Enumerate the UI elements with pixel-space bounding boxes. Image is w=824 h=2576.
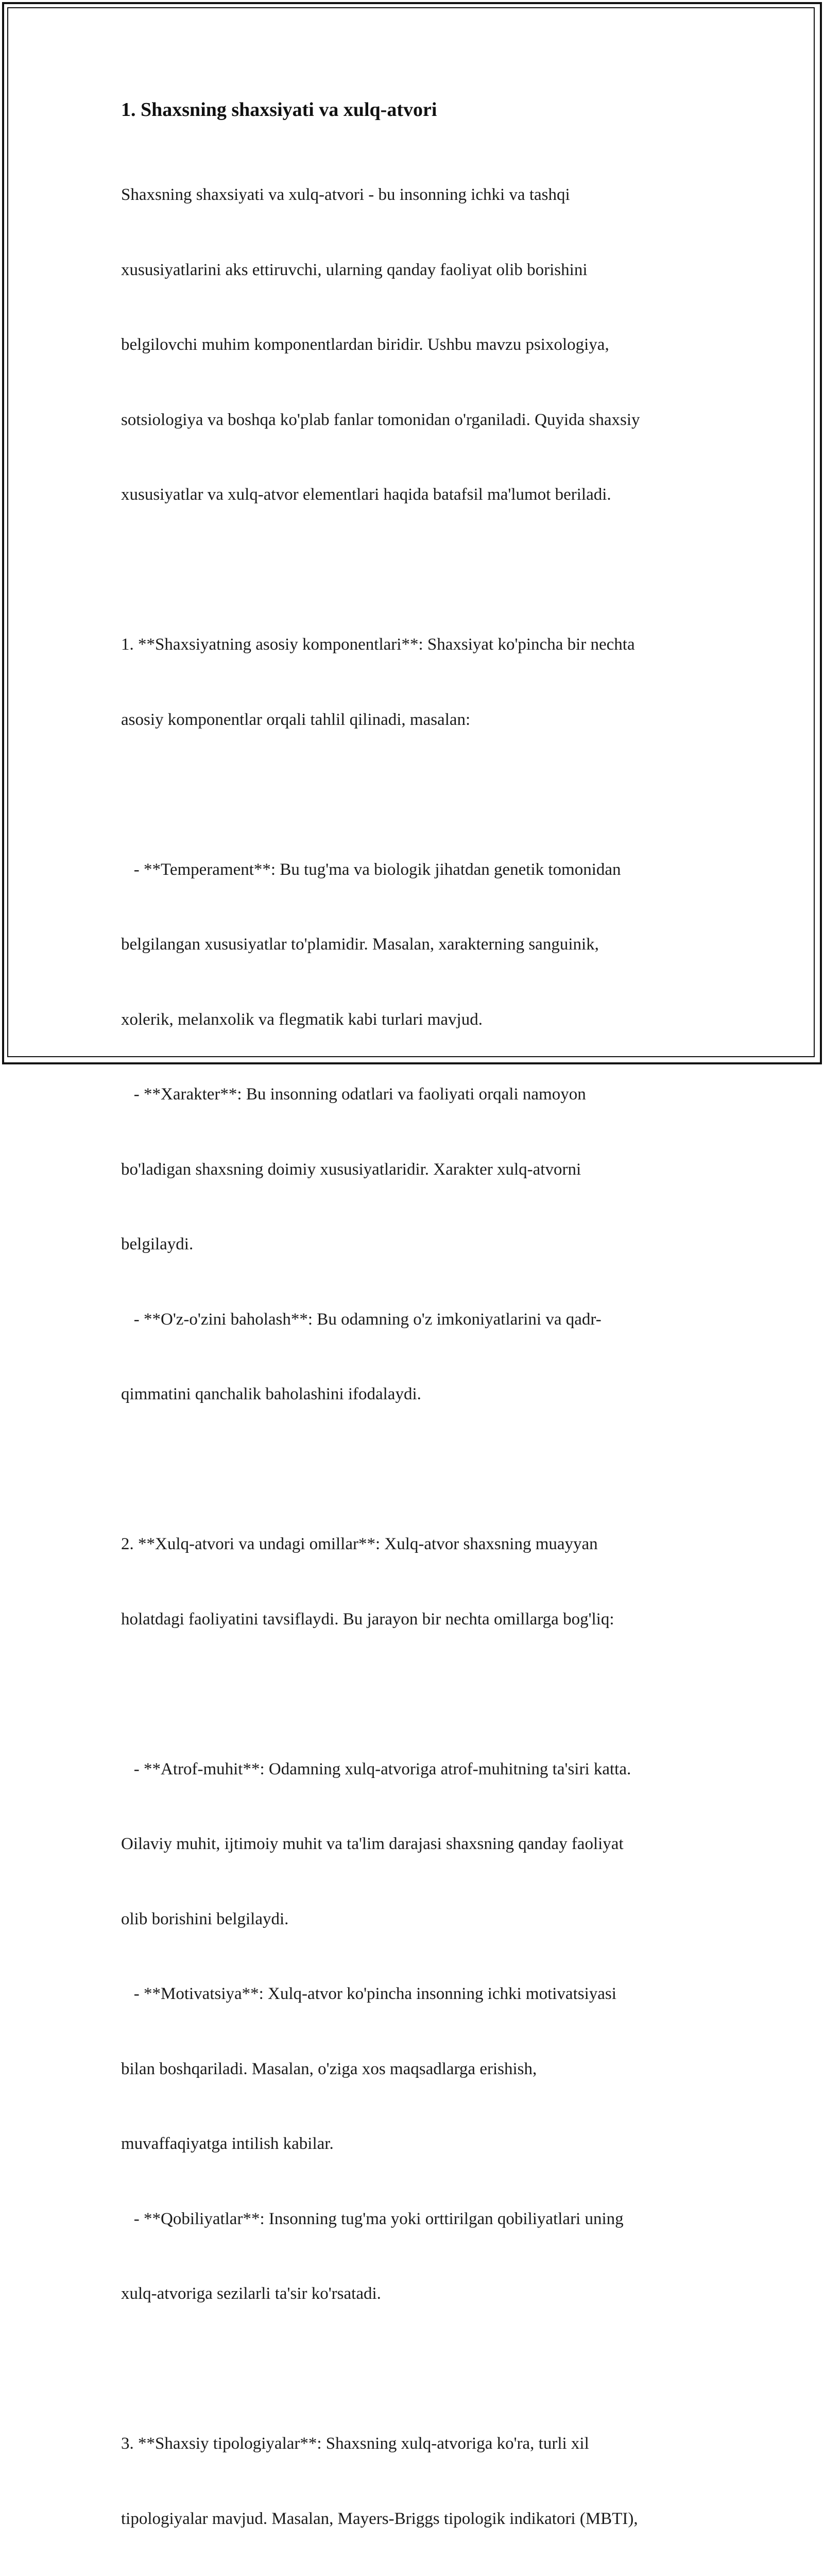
- text-line: holatdagi faoliyatini tavsiflaydi. Bu jarayon bir nechta omillarga bog'liq:: [121, 1609, 614, 1629]
- text-line: xususiyatlar va xulq-atvor elementlari haqida batafsil ma'lumot beriladi.: [121, 485, 611, 504]
- text-line: - **Qobiliyatlar**: Insonning tug'ma yoki orttirilgan qobiliyatlari uning: [121, 2209, 624, 2228]
- document-page: [121, 95, 708, 2576]
- text-line: 2. **Xulq-atvori va undagi omillar**: Xulq-atvor shaxsning muayyan: [121, 1535, 598, 1553]
- text-line: Shaxsning shaxsiyati va xulq-atvori - bu insonning ichki va tashqi: [121, 185, 570, 204]
- text-line: xulq-atvoriga sezilarli ta'sir ko'rsatadi.: [121, 2284, 381, 2303]
- text-line: - **O'z-o'zini baholash**: Bu odamning o'z imkoniyatlarini va qadr-: [121, 1310, 602, 1329]
- text-line: bo'ladigan shaxsning doimiy xususiyatlaridir. Xarakter xulq-atvorni: [121, 1160, 581, 1179]
- blank-line: [121, 782, 708, 807]
- blank-line: [121, 1457, 708, 1482]
- text-line: bilan boshqariladi. Masalan, o'ziga xos maqsadlarga erishish,: [121, 2059, 537, 2078]
- text-line: xususiyatlarini aks ettiruvchi, ularning qanday faoliyat olib borishini: [121, 260, 588, 279]
- text-line: - **Temperament**: Bu tug'ma va biologik jihatdan genetik tomonidan: [121, 860, 621, 879]
- text-line: 3. **Shaxsiy tipologiyalar**: Shaxsning xulq-atvoriga ko'ra, turli xil: [121, 2434, 589, 2453]
- text-line: xolerik, melanxolik va flegmatik kabi turlari mavjud.: [121, 1010, 483, 1029]
- text-line: belgilangan xususiyatlar to'plamidir. Masalan, xarakterning sanguinik,: [121, 935, 599, 954]
- text-line: - **Motivatsiya**: Xulq-atvor ko'pincha insonning ichki motivatsiyasi: [121, 1985, 616, 2003]
- text-line: tipologiyalar mavjud. Masalan, Mayers-Briggs tipologik indikatori (MBTI),: [121, 2509, 638, 2528]
- text-line: qimmatini qanchalik baholashini ifodalaydi.: [121, 1385, 421, 1403]
- document-body: [121, 132, 708, 2576]
- text-line: belgilovchi muhim komponentlardan biridir. Ushbu mavzu psixologiya,: [121, 335, 609, 354]
- text-line: belgilaydi.: [121, 1235, 194, 1253]
- blank-line: [121, 1682, 708, 1707]
- document-title: 1. Shaxsning shaxsiyati va xulq-atvori: [121, 99, 437, 121]
- text-line: muvaffaqiyatga intilish kabilar.: [121, 2134, 334, 2153]
- blank-line: [121, 557, 708, 583]
- text-line: olib borishini belgilaydi.: [121, 1909, 289, 1928]
- text-line: Oilaviy muhit, ijtimoiy muhit va ta'lim darajasi shaxsning qanday faoliyat: [121, 1835, 624, 1853]
- text-line: 1. **Shaxsiyatning asosiy komponentlari**: Shaxsiyat ko'pincha bir nechta: [121, 635, 635, 654]
- text-line: sotsiologiya va boshqa ko'plab fanlar tomonidan o'rganiladi. Quyida shaxsiy: [121, 410, 640, 429]
- text-line: asosiy komponentlar orqali tahlil qilinadi, masalan:: [121, 710, 471, 729]
- blank-line: [121, 2357, 708, 2382]
- text-line: - **Atrof-muhit**: Odamning xulq-atvoriga atrof-muhitning ta'siri katta.: [121, 1759, 631, 1778]
- text-line: - **Xarakter**: Bu insonning odatlari va faoliyati orqali namoyon: [121, 1085, 586, 1104]
